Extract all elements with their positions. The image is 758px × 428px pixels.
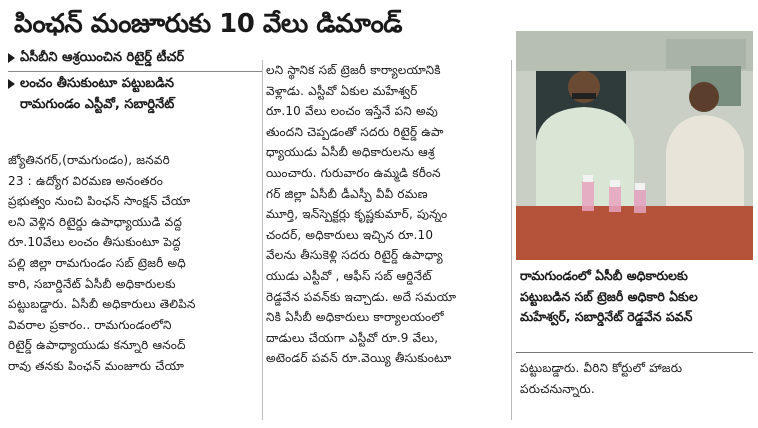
article-line: జ్యోతినగర్,(రామగుండం), జనవరి: [8, 153, 170, 167]
subhead-1-text: ఏసీబీని ఆశ్రయించిన రిటైర్డ్ టీచర్: [20, 50, 185, 65]
caption-line: రామగుండంలో ఏసీబీ అధికారులకు: [520, 268, 688, 283]
article-line: రిటైర్డ్ ఉపాధ్యాయుడు కన్నూరి ఆనంద్: [8, 338, 186, 353]
article-line: పట్టుబడ్డారు. ఏసీబీ అధికారులు తెలిపిన: [8, 297, 196, 312]
photo-caption: [520, 266, 752, 328]
article-line: మూర్తి, ఇన్‌స్పెక్టర్లు కృష్ణకుమార్, పున్నం: [266, 207, 448, 222]
subhead-3-text: రామగుండం ఎస్టీవో, సబార్డినేట్: [20, 97, 175, 112]
caption-line: పట్టుబడిన సబ్ ట్రెజరీ అధికారి ఏకుల: [520, 288, 698, 304]
article-line: రూ.10 వేలు లంచం ఇస్తేనే పని అవు: [266, 104, 438, 119]
article-line: దాడులు చేయగా ఎస్టీవో రూ.9 వేలు,: [266, 330, 439, 345]
article-line: రెడ్డవేన పవన్‌కు ఇచ్చాడు. అదే సమయా: [266, 289, 457, 304]
article-column-2: [266, 60, 508, 369]
news-photo: [516, 31, 753, 260]
article-line: యించారు. గురువారం ఉమ్మడి కరీంన: [266, 165, 441, 180]
article-line: కారి, సబార్డినేట్ ఏసీబీ అధికారులకు: [8, 276, 176, 291]
subhead-2: [8, 74, 258, 93]
photo-scene: [516, 31, 753, 260]
subhead-3: [20, 95, 270, 114]
article-line: లని స్థానిక సబ్ ట్రెజరీ కార్యాలయానికి: [266, 63, 441, 77]
article-line: వెళ్లాడు. ఎస్టీవో ఏకుల మహేశ్వర్: [266, 83, 418, 98]
caption-line: మహేశ్వర్, సబార్డినేట్ రెడ్డవేన పవన్: [520, 309, 693, 324]
article-line: చందర్, అధికారులు ఇచ్చిన రూ.10: [266, 227, 434, 242]
subhead-2-text: లంచం తీసుకుంటూ పట్టుబడిన: [20, 76, 174, 91]
article-line: యుడు ఎస్టీవో , ఆఫీస్ సబ్ ఆర్డినేట్: [266, 268, 432, 283]
article-line: రూ.10వేలు లంచం తీసుకుంటూ పెద్ద: [8, 235, 181, 250]
bullet-triangle-icon: [8, 79, 15, 89]
article-line: లని వెళ్లిన రిటైర్డు ఉపాధ్యాయుడి వద్ద: [8, 214, 183, 229]
article-line: నికి ఏసీబీ అధికారులు కార్యాలయంలో: [266, 310, 444, 325]
article-line: రావు తనకు పింఛన్ మంజూరు చేయా: [8, 358, 185, 373]
article-column-1: [8, 150, 258, 377]
caption-divider: [516, 352, 753, 353]
article-line: ధ్యాయుడు ఏసీబీ అధికారులను ఆశ్ర: [266, 145, 435, 160]
column-divider: [262, 60, 263, 420]
article-line: వివరాల ప్రకారం.. రామగుండంలోని: [8, 317, 172, 332]
article-column-3: [520, 358, 752, 399]
article-line: గర్ జిల్లా ఏసీబీ డీఎస్పీ వీవీ రమణ: [266, 186, 428, 201]
article-line: ప్రభుత్వం నుంచి పింఛన్ సాంక్షన్ చేయా: [8, 194, 191, 209]
subhead-1: [8, 48, 258, 67]
article-line: అటెండర్ పవన్ రూ.వెయ్యి తీసుకుంటూ: [266, 351, 452, 366]
article-line: వేలను తీసుకెళ్లి సదరు రిటైర్డ్ ఉపాధ్యా: [266, 248, 443, 263]
article-line: 23 : ఉద్యోగ విరమణ అనంతరం: [8, 173, 164, 188]
column-divider: [511, 60, 512, 420]
article-line: పరుచనున్నారు.: [520, 381, 595, 396]
article-line: పల్లి జిల్లా రామగుండం సబ్ ట్రెజరీ అధి: [8, 255, 186, 270]
headline: పింఛన్ మంజూరుకు 10 వేలు డిమాండ్: [14, 9, 403, 39]
subhead-divider: [8, 71, 262, 72]
article-line: తుందని చెప్పడంతో సదరు రిటైర్డ్ ఉపా: [266, 124, 444, 139]
bullet-triangle-icon: [8, 53, 15, 63]
article-line: పట్టుబడ్డారు. వీరిని కోర్టులో హాజరు: [520, 361, 683, 375]
